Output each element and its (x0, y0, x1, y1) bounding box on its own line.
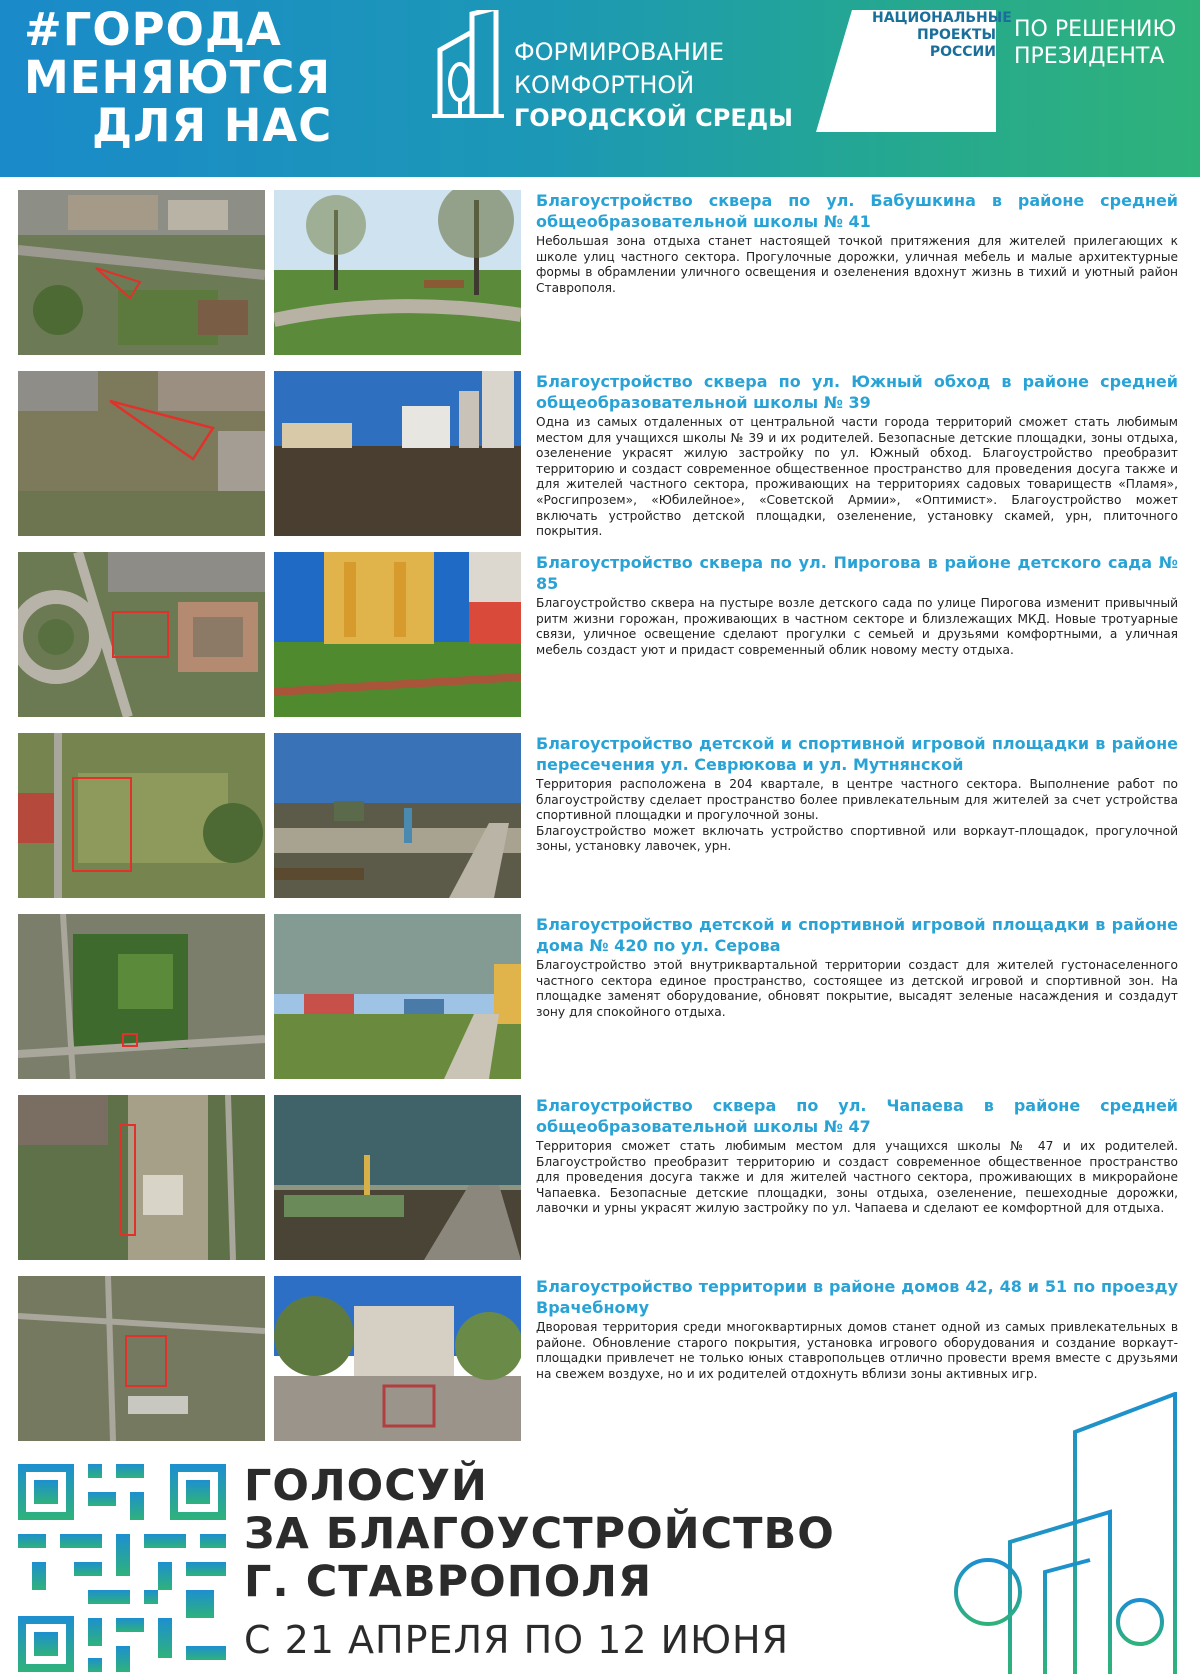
hashtag-line-1: #ГОРОДА (24, 3, 282, 56)
national-projects-line-3: РОССИИ (929, 44, 996, 60)
project-description: Одна из самых отдаленных от центральной части города территорий сможет стать любимым местом для учащихся школы № 39 и их родителей. Безопасные детские площадки, зоны отдыха, озеленение украсят жилую застройку по ул. Южный обход. Благоустройство преобразит территорию и создаст современное общественное пространство для проведения досуга также и для жителей частного сектора, проживающих на территориях садовых товариществ «Пламя», «Росгипрозем», «Юбилейное», «Советской Армии», «Оптимист». Благоустройство может включать устройство детской площадки, озеленение, установку скамей, урн, плиточного покрытия. (536, 415, 1178, 539)
aerial-map-image (18, 1276, 265, 1441)
hashtag-slogan (24, 3, 333, 152)
vote-line-3: Г. СТАВРОПОЛЯ (244, 1557, 653, 1607)
president-decision-label (1014, 16, 1176, 70)
qr-code-image (18, 1464, 226, 1672)
project-item (0, 371, 1200, 539)
header-banner (0, 0, 1200, 177)
voting-dates: С 21 АПРЕЛЯ ПО 12 ИЮНЯ (244, 1618, 790, 1662)
city-skyline-icon (950, 1392, 1182, 1674)
project-text (536, 552, 1178, 658)
national-projects-line-1: НАЦИОНАЛЬНЫЕ (872, 10, 1012, 26)
project-item (0, 190, 1200, 355)
project-item (0, 914, 1200, 1079)
project-text (536, 914, 1178, 1020)
project-title: Благоустройство территории в районе домов 42, 48 и 51 по проезду Врачебному (536, 1277, 1178, 1317)
project-item (0, 552, 1200, 717)
project-title: Благоустройство детской и спортивной игровой площадки в районе пересечения ул. Севрюкова и ул. Мутнянской (536, 734, 1178, 774)
national-projects-label (872, 10, 1012, 61)
site-photo-image (274, 190, 521, 355)
site-photo-image (274, 1276, 521, 1441)
president-line-2: ПРЕЗИДЕНТА (1014, 44, 1165, 69)
project-text (536, 1095, 1178, 1217)
project-description: Территория сможет стать любимым местом для учащихся школы № 47 и их родителей. Благоустройство преобразит территорию и создаст современное общественное пространство для проведения досуга также и для жителей частного сектора, проживающих в микрорайоне Чапаевка. Безопасные детские площадки, зоны отдыха, озеленение, пешеходные дорожки, лавочки и урны украсят жилую застройку по ул. Чапаева и сделают ее комфортной для отдыха. (536, 1139, 1178, 1216)
site-photo-image (274, 914, 521, 1079)
project-description: Территория расположена в 204 квартале, в центре частного сектора. Выполнение работ по благоустройству сделает пространство более привлекательным для жителей за счет устройства спортивной площадки и прогулочной зоны. Благоустройство может включать устройство спортивной или воркаут-площадок, прогулочной зоны, установку лавочек, урн. (536, 777, 1178, 854)
vote-line-1: ГОЛОСУЙ (244, 1461, 488, 1511)
aerial-map-image (18, 190, 265, 355)
project-description: Благоустройство этой внутриквартальной территории создаст для жителей густонаселенного частного сектора единое пространство, состоящее из детской игровой и спортивной зон. На площадке заменят оборудование, обновят покрытие, высадят зеленые насаждения и создадут зону для спокойного отдыха. (536, 958, 1178, 1019)
project-title: Благоустройство сквера по ул. Бабушкина в районе средней общеобразовательной школы № 41 (536, 191, 1178, 231)
project-text (536, 190, 1178, 296)
comfortable-city-logo-icon (432, 10, 504, 120)
project-title: Благоустройство сквера по ул. Пирогова в районе детского сада № 85 (536, 553, 1178, 593)
aerial-map-image (18, 1095, 265, 1260)
project-text (536, 1276, 1178, 1382)
site-photo-image (274, 371, 521, 536)
site-photo-image (274, 552, 521, 717)
project-text (536, 371, 1178, 540)
aerial-map-image (18, 371, 265, 536)
hashtag-line-3: ДЛЯ НАС (92, 99, 333, 152)
project-title: Благоустройство сквера по ул. Чапаева в районе средней общеобразовательной школы № 47 (536, 1096, 1178, 1136)
site-photo-image (274, 733, 521, 898)
national-projects-line-2: ПРОЕКТЫ (917, 27, 996, 43)
aerial-map-image (18, 733, 265, 898)
project-title: Благоустройство сквера по ул. Южный обход в районе средней общеобразовательной школы № 39 (536, 372, 1178, 412)
aerial-map-image (18, 552, 265, 717)
aerial-map-image (18, 914, 265, 1079)
project-text (536, 733, 1178, 855)
vote-call-to-action (244, 1462, 835, 1606)
program-line-3: ГОРОДСКОЙ СРЕДЫ (514, 104, 793, 132)
hashtag-line-2: МЕНЯЮТСЯ (24, 51, 332, 104)
project-description: Дворовая территория среди многоквартирных домов станет одной из самых привлекательных в районе. Обновление старого покрытия, установка игрового оборудования и создание воркаут-площадки привлечет не только юных ставропольцев отлично провести время вместе с друзьями на свежем воздухе, но и их родителей отдохнуть вблизи зоны активных игр. (536, 1320, 1178, 1381)
program-name (514, 36, 793, 135)
site-photo-image (274, 1095, 521, 1260)
program-line-2: КОМФОРТНОЙ (514, 71, 695, 99)
project-description: Небольшая зона отдыха станет настоящей точкой притяжения для жителей прилегающих к школе улиц частного сектора. Прогулочные дорожки, уличная мебель и малые архитектурные формы в обрамлении уличного освещения и озеленения вдохнут жизнь в тихий и уютный район Ставрополя. (536, 234, 1178, 295)
program-line-1: ФОРМИРОВАНИЕ (514, 38, 725, 66)
project-item (0, 733, 1200, 898)
president-line-1: ПО РЕШЕНИЮ (1014, 17, 1177, 42)
project-description: Благоустройство сквера на пустыре возле детского сада по улице Пирогова изменит привычный ритм жизни горожан, проживающих в частном секторе и близлежащих МКД. Новые тротуарные связи, уличное освещение сделают прогулки с семьей и друзьями комфортными, а уличная мебель создаст уют и придаст современный облик новому месту отдыха. (536, 596, 1178, 657)
vote-line-2: ЗА БЛАГОУСТРОЙСТВО (244, 1509, 835, 1559)
project-title: Благоустройство детской и спортивной игровой площадки в районе дома № 420 по ул. Серова (536, 915, 1178, 955)
project-item (0, 1095, 1200, 1260)
